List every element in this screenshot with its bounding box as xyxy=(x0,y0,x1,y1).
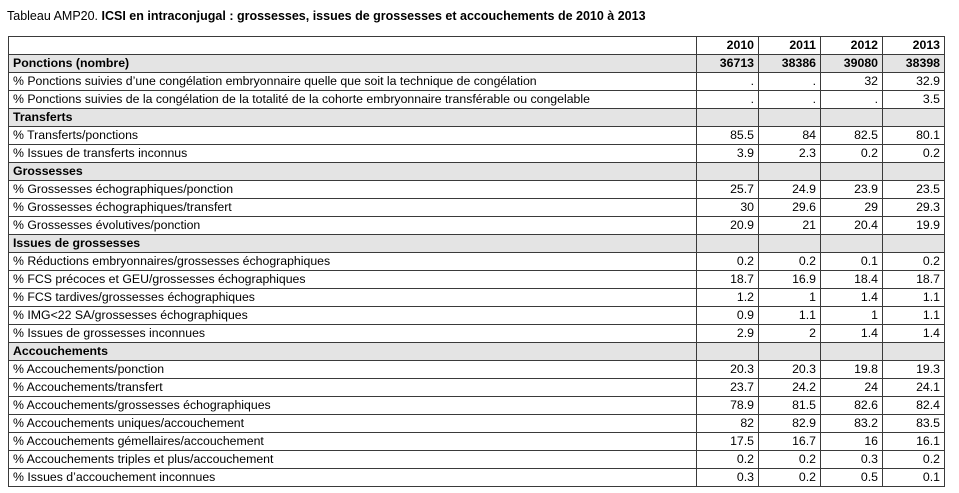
row-label: % Issues de grossesses inconnues xyxy=(9,325,697,343)
table-row xyxy=(9,271,945,289)
table-row xyxy=(9,145,945,163)
year-header-cell: 2010 xyxy=(697,37,759,55)
year-header-cell: 2013 xyxy=(883,37,945,55)
value-cell: 1.4 xyxy=(821,325,883,343)
year-header-row xyxy=(9,37,945,55)
value-cell: 24.2 xyxy=(759,379,821,397)
value-cell: 0.2 xyxy=(759,253,821,271)
value-cell: 1.4 xyxy=(883,325,945,343)
value-cell: 18.7 xyxy=(697,271,759,289)
table-number: Tableau AMP20. xyxy=(7,9,99,23)
table-row xyxy=(9,325,945,343)
value-cell: 18.4 xyxy=(821,271,883,289)
row-label: % Ponctions suivies d’une congélation embryonnaire quelle que soit la technique de congélation xyxy=(9,73,697,91)
value-cell xyxy=(697,235,759,253)
value-cell: 24.1 xyxy=(883,379,945,397)
value-cell: 16.7 xyxy=(759,433,821,451)
value-cell: 32 xyxy=(821,73,883,91)
value-cell xyxy=(821,109,883,127)
value-cell: 32.9 xyxy=(883,73,945,91)
value-cell xyxy=(883,235,945,253)
value-cell xyxy=(697,109,759,127)
value-cell: 82.4 xyxy=(883,397,945,415)
value-cell: 0.3 xyxy=(697,469,759,487)
value-cell: 39080 xyxy=(821,55,883,73)
value-cell: 0.2 xyxy=(697,253,759,271)
value-cell: 78.9 xyxy=(697,397,759,415)
row-label: % Accouchements/transfert xyxy=(9,379,697,397)
value-cell xyxy=(821,235,883,253)
row-label: % Issues d’accouchement inconnues xyxy=(9,469,697,487)
table-row xyxy=(9,289,945,307)
value-cell: 0.2 xyxy=(759,451,821,469)
row-label: Accouchements xyxy=(9,343,697,361)
value-cell: 82.9 xyxy=(759,415,821,433)
value-cell: 29 xyxy=(821,199,883,217)
value-cell: 1.1 xyxy=(883,307,945,325)
table-row xyxy=(9,199,945,217)
value-cell: 23.5 xyxy=(883,181,945,199)
row-label: % FCS précoces et GEU/grossesses échographiques xyxy=(9,271,697,289)
value-cell: 0.1 xyxy=(883,469,945,487)
value-cell: 1.4 xyxy=(821,289,883,307)
row-label: % Accouchements triples et plus/accouchement xyxy=(9,451,697,469)
table-row xyxy=(9,451,945,469)
value-cell: 30 xyxy=(697,199,759,217)
value-cell: 16 xyxy=(821,433,883,451)
value-cell: 17.5 xyxy=(697,433,759,451)
row-label: % Ponctions suivies de la congélation de la totalité de la cohorte embryonnaire transférable ou congelable xyxy=(9,91,697,109)
value-cell: 21 xyxy=(759,217,821,235)
row-label: % Grossesses évolutives/ponction xyxy=(9,217,697,235)
table-row xyxy=(9,127,945,145)
value-cell: 84 xyxy=(759,127,821,145)
table-row xyxy=(9,253,945,271)
value-cell: 0.2 xyxy=(883,145,945,163)
value-cell: 24 xyxy=(821,379,883,397)
value-cell: 19.3 xyxy=(883,361,945,379)
value-cell: 2.3 xyxy=(759,145,821,163)
value-cell: 1.1 xyxy=(883,289,945,307)
value-cell: 18.7 xyxy=(883,271,945,289)
value-cell: 0.1 xyxy=(821,253,883,271)
row-label: Transferts xyxy=(9,109,697,127)
value-cell xyxy=(759,163,821,181)
table-title: ICSI en intraconjugal : grossesses, issues de grossesses et accouchements de 2010 à 2013 xyxy=(98,9,646,23)
value-cell: 0.2 xyxy=(883,451,945,469)
table-row xyxy=(9,361,945,379)
table-row xyxy=(9,433,945,451)
value-cell xyxy=(697,343,759,361)
value-cell: 36713 xyxy=(697,55,759,73)
value-cell: 24.9 xyxy=(759,181,821,199)
results-table xyxy=(8,36,945,487)
table-row xyxy=(9,73,945,91)
value-cell xyxy=(883,343,945,361)
table-row xyxy=(9,91,945,109)
row-label: % Accouchements gémellaires/accouchement xyxy=(9,433,697,451)
value-cell: 29.3 xyxy=(883,199,945,217)
year-header-cell: 2011 xyxy=(759,37,821,55)
value-cell: . xyxy=(759,91,821,109)
value-cell: 1 xyxy=(759,289,821,307)
table-body xyxy=(9,37,945,487)
value-cell: 0.2 xyxy=(759,469,821,487)
row-label: % FCS tardives/grossesses échographiques xyxy=(9,289,697,307)
value-cell: . xyxy=(697,73,759,91)
value-cell: 20.3 xyxy=(759,361,821,379)
value-cell: 3.5 xyxy=(883,91,945,109)
value-cell: 16.9 xyxy=(759,271,821,289)
value-cell: 85.5 xyxy=(697,127,759,145)
value-cell: 20.9 xyxy=(697,217,759,235)
value-cell: 38386 xyxy=(759,55,821,73)
row-label: % Réductions embryonnaires/grossesses échographiques xyxy=(9,253,697,271)
value-cell xyxy=(883,109,945,127)
value-cell: 0.2 xyxy=(697,451,759,469)
value-cell: 2.9 xyxy=(697,325,759,343)
value-cell xyxy=(883,163,945,181)
row-label: % Accouchements/grossesses échographiques xyxy=(9,397,697,415)
section-header-row xyxy=(9,163,945,181)
value-cell: 80.1 xyxy=(883,127,945,145)
table-row xyxy=(9,307,945,325)
row-label: % Issues de transferts inconnus xyxy=(9,145,697,163)
year-header-cell: 2012 xyxy=(821,37,883,55)
row-label: % Accouchements/ponction xyxy=(9,361,697,379)
value-cell: 83.2 xyxy=(821,415,883,433)
value-cell: 0.5 xyxy=(821,469,883,487)
row-label: % IMG<22 SA/grossesses échographiques xyxy=(9,307,697,325)
value-cell: 25.7 xyxy=(697,181,759,199)
table-row xyxy=(9,397,945,415)
value-cell: 19.8 xyxy=(821,361,883,379)
value-cell: 29.6 xyxy=(759,199,821,217)
row-label: % Grossesses échographiques/ponction xyxy=(9,181,697,199)
value-cell: 0.9 xyxy=(697,307,759,325)
value-cell: 1.2 xyxy=(697,289,759,307)
value-cell: 0.2 xyxy=(821,145,883,163)
section-header-row xyxy=(9,235,945,253)
value-cell: 23.9 xyxy=(821,181,883,199)
value-cell xyxy=(759,109,821,127)
row-label: Grossesses xyxy=(9,163,697,181)
value-cell: 1 xyxy=(821,307,883,325)
value-cell: 38398 xyxy=(883,55,945,73)
table-caption xyxy=(7,9,646,23)
row-label: Issues de grossesses xyxy=(9,235,697,253)
value-cell: 1.1 xyxy=(759,307,821,325)
table-row xyxy=(9,469,945,487)
total-row xyxy=(9,55,945,73)
value-cell: 3.9 xyxy=(697,145,759,163)
value-cell: 20.4 xyxy=(821,217,883,235)
value-cell xyxy=(759,235,821,253)
value-cell xyxy=(759,343,821,361)
table-row xyxy=(9,217,945,235)
table-row xyxy=(9,379,945,397)
row-label: % Accouchements uniques/accouchement xyxy=(9,415,697,433)
value-cell xyxy=(697,163,759,181)
row-label: Ponctions (nombre) xyxy=(9,55,697,73)
value-cell: 23.7 xyxy=(697,379,759,397)
value-cell xyxy=(821,163,883,181)
value-cell: 0.2 xyxy=(883,253,945,271)
value-cell: 83.5 xyxy=(883,415,945,433)
value-cell: 19.9 xyxy=(883,217,945,235)
value-cell: 16.1 xyxy=(883,433,945,451)
value-cell: 0.3 xyxy=(821,451,883,469)
value-cell: 2 xyxy=(759,325,821,343)
section-header-row xyxy=(9,109,945,127)
value-cell: . xyxy=(697,91,759,109)
value-cell: 82 xyxy=(697,415,759,433)
value-cell: 82.6 xyxy=(821,397,883,415)
value-cell xyxy=(821,343,883,361)
table-row xyxy=(9,415,945,433)
value-cell: . xyxy=(759,73,821,91)
value-cell: 20.3 xyxy=(697,361,759,379)
row-label: % Transferts/ponctions xyxy=(9,127,697,145)
table-row xyxy=(9,181,945,199)
value-cell: 82.5 xyxy=(821,127,883,145)
section-header-row xyxy=(9,343,945,361)
value-cell: 81.5 xyxy=(759,397,821,415)
row-label: % Grossesses échographiques/transfert xyxy=(9,199,697,217)
value-cell: . xyxy=(821,91,883,109)
header-blank-cell xyxy=(9,37,697,55)
